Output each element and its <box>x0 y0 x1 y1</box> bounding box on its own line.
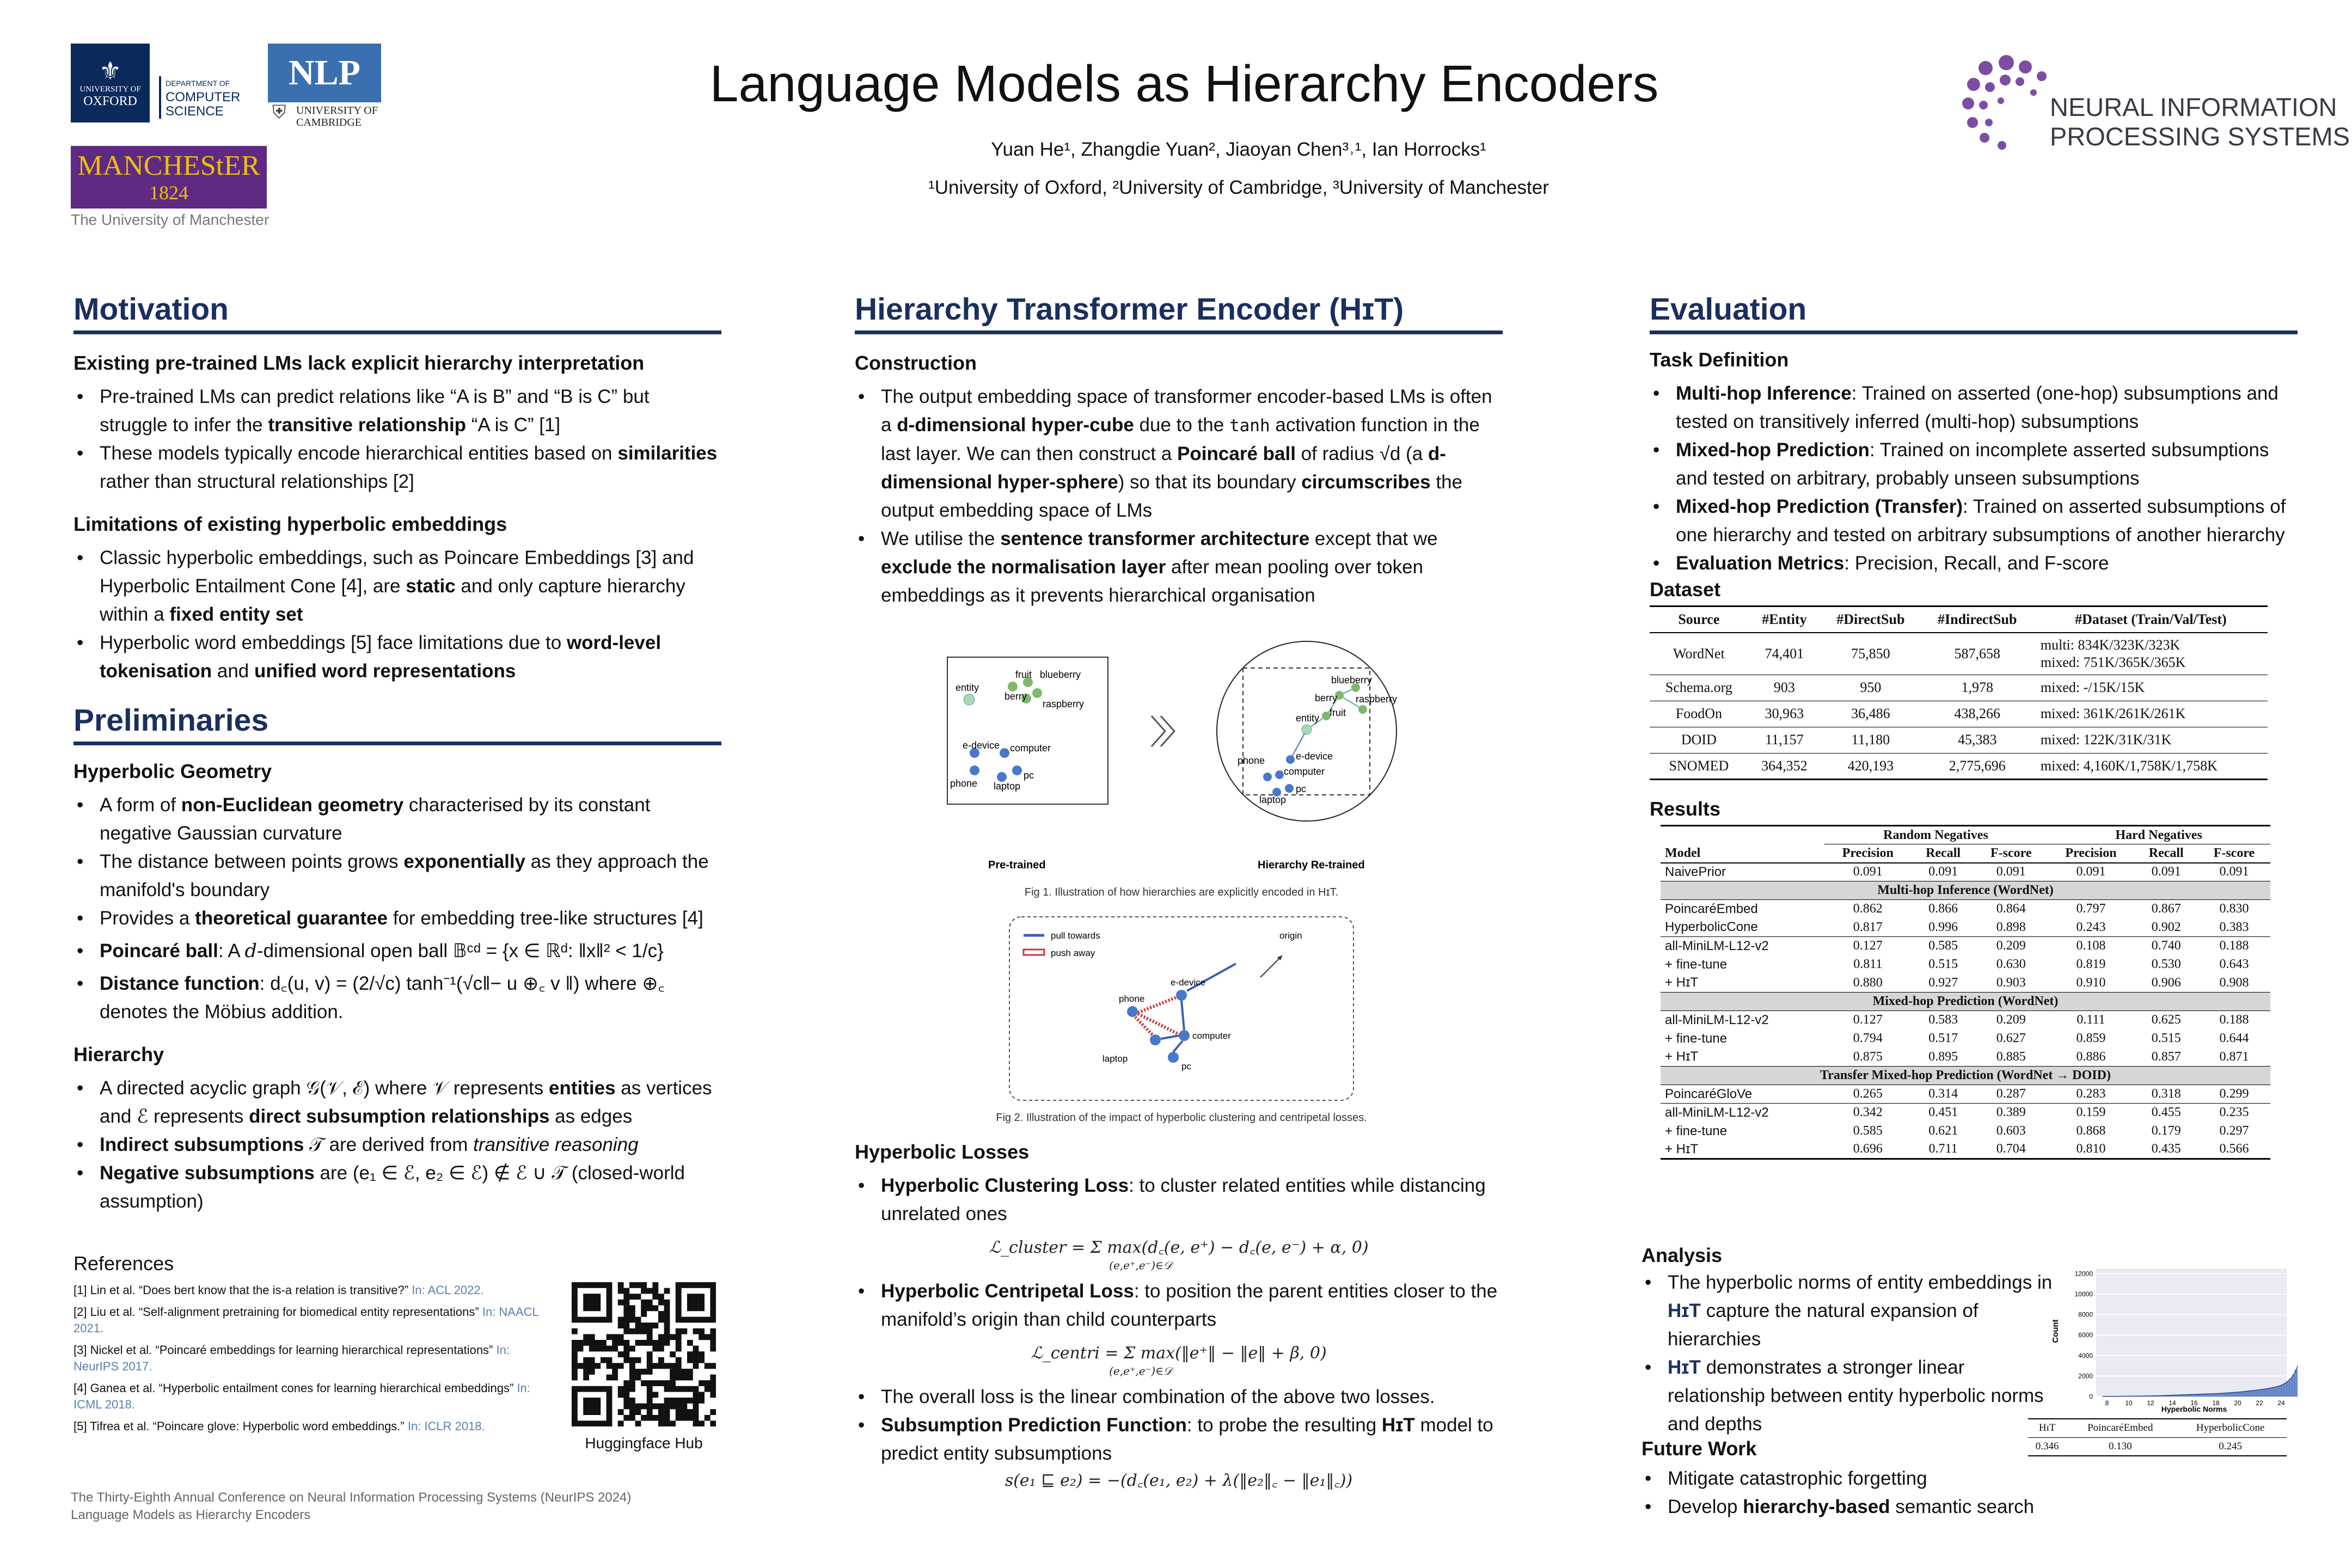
geometry-bullet-2: • The distance between points grows exponentially as they approach the manifold's boundary <box>74 848 721 904</box>
fig1-left-phone-label: phone <box>950 778 978 789</box>
motivation-bullet-3: • Classic hyperbolic embeddings, such as Poincare Embeddings [3] and Hyperbolic Entailment Cone [4], are static and only capture hierarchy within a fixed entity set <box>74 544 721 629</box>
histogram-bar <box>2249 1391 2251 1396</box>
dataset-row: WordNet 74,401 75,850 587,658 multi: 834K/323K/323K mixed: 751K/365K/365K <box>1650 633 2268 675</box>
motivation-bullet-4: • Hyperbolic word embeddings [5] face limitations due to word-level tokenisation and unified word representations <box>74 629 721 685</box>
fig1-left-blueberry-label: blueberry <box>1040 669 1081 680</box>
nlp-logo <box>268 44 381 102</box>
oxford-logo <box>71 44 150 122</box>
push-legend-icon <box>1024 950 1044 955</box>
future-work-subheading: Future Work <box>1641 1437 1757 1460</box>
results-table <box>1661 825 2270 1160</box>
dataset-row: DOID 11,157 11,180 45,383 mixed: 122K/31K/31K <box>1650 727 2268 753</box>
geometry-bullet-5: • Distance function: d꜀(u, v) = (2/√c) tanh⁻¹(√c‖− u ⊕꜀ v ‖) where ⊕꜀ denotes the Möbius addition. <box>74 970 721 1026</box>
construction-subheading: Construction <box>855 352 977 374</box>
evaluation-heading: Evaluation <box>1650 291 2298 334</box>
histogram-x-tick: 22 <box>2256 1399 2263 1407</box>
neurips-logo-line2: PROCESSING SYSTEMS <box>2050 122 2350 151</box>
histogram-bar <box>2259 1389 2262 1396</box>
fig2-pull-label: pull towards <box>1051 930 1100 941</box>
results-column-header: Model Precision Recall F-score Precision Recall F-score <box>1661 844 2270 863</box>
reference-1: [1] Lin et al. “Does bert know that the is-a relation is transitive?” In: ACL 2022. <box>74 1283 484 1297</box>
histogram-bar <box>2246 1391 2249 1396</box>
task-bullet-1: • Multi-hop Inference: Trained on asserted (one-hop) subsumptions and tested on transitively inferred (multi-hop) subsumptions <box>1650 379 2298 436</box>
loss-bullet-2: • Hyperbolic Centripetal Loss: to position the parent entities closer to the manifold’s origin than child counterparts <box>855 1277 1503 1334</box>
results-group-header <box>1661 826 2270 844</box>
geometry-bullet-3: • Provides a theoretical guarantee for embedding tree-like structures [4] <box>74 904 721 933</box>
analysis-subheading: Analysis <box>1641 1244 1723 1266</box>
cambridge-logo-line1: UNIVERSITY OF <box>296 105 378 117</box>
motivation-bullet-1: • Pre-trained LMs can predict relations like “A is B” and “B is C” but struggle to infer the transitive relationship “A is C” [1] <box>74 383 721 439</box>
fig1-left-pc-label: pc <box>1024 770 1034 781</box>
dataset-subheading: Dataset <box>1650 578 1721 601</box>
figure-2-caption: Fig 2. Illustration of the impact of hyperbolic clustering and centripetal losses. <box>996 1112 1367 1124</box>
hierarchy-bullet-3: • Negative subsumptions are (e₁ ∈ ℰ, e₂ ∈ ℰ) ∉ ℰ ∪ 𝒯 (closed-world assumption) <box>74 1159 721 1216</box>
footer-title: Language Models as Hierarchy Encoders <box>71 1508 311 1522</box>
analysis-bullet-2: • HɪT demonstrates a stronger linear relationship between entity hyperbolic norms and depths <box>1641 1353 2061 1438</box>
centripetal-loss-formula: ℒ_centri = Σ max(‖e⁺‖ − ‖e‖ + β, 0) <box>1031 1344 1327 1363</box>
histogram-bar <box>2276 1387 2278 1396</box>
neurips-logo-text <box>2050 93 2350 151</box>
histogram-bar <box>2270 1388 2273 1396</box>
histogram-bar <box>2230 1393 2232 1396</box>
dataset-col-entity: #Entity <box>1762 611 1807 627</box>
cs-logo-line2: COMPUTER <box>166 90 241 105</box>
fig2-computer-label: computer <box>1192 1031 1231 1041</box>
manchester-logo-year: 1824 <box>149 181 188 204</box>
dataset-row: Schema.org 903 950 1,978 mixed: -/15K/15K <box>1650 675 2268 701</box>
histogram-bar <box>2238 1392 2240 1396</box>
fig1-left-entity-label: entity <box>955 682 979 693</box>
hierarchy-bullet-1: • A directed acyclic graph 𝒢(𝒱, ℰ) where 𝒱 represents entities as vertices and ℰ represents direct subsumption relationships as edges <box>74 1074 721 1131</box>
histogram-bar <box>2257 1390 2259 1396</box>
fig1-right-laptop-label: laptop <box>1259 794 1287 805</box>
histogram-x-tick: 10 <box>2125 1399 2133 1407</box>
loss-bullet-3: • The overall loss is the linear combination of the above two losses. <box>855 1383 1503 1411</box>
motivation-subheading-1: Existing pre-trained LMs lack explicit hierarchy interpretation <box>74 352 645 374</box>
hyperbolic-norm-histogram <box>2047 1258 2298 1421</box>
histogram-plot-area <box>2096 1269 2287 1396</box>
oxford-crest-icon: ⚜ <box>99 57 122 85</box>
reference-4: [4] Ganea et al. “Hyperbolic entailment cones for learning hierarchical embeddings” In: ICML 2018. <box>74 1381 530 1411</box>
histogram-y-tick: 8000 <box>2078 1310 2093 1319</box>
histogram-x-tick: 14 <box>2169 1399 2176 1407</box>
manchester-logo <box>71 146 267 209</box>
histogram-bar <box>2254 1391 2257 1396</box>
hard-negatives-header: Hard Negatives <box>2047 826 2270 844</box>
loss-bullet-1: • Hyperbolic Clustering Loss: to cluster related entities while distancing unrelated ones <box>855 1172 1503 1228</box>
results-row: all-MiniLM-L12-v2 0.127 0.583 0.209 0.111 0.625 0.188 <box>1665 1012 2249 1027</box>
histogram-bar <box>2268 1388 2270 1396</box>
nlp-logo-text: NLP <box>289 53 360 93</box>
dataset-col-source: Source <box>1678 611 1720 627</box>
fig2-laptop-label: laptop <box>1102 1054 1128 1064</box>
motivation-heading: Motivation <box>74 291 721 334</box>
histogram-y-tick: 6000 <box>2078 1331 2093 1339</box>
histogram-bar <box>2224 1393 2227 1396</box>
histogram-y-tick: 0 <box>2089 1393 2093 1400</box>
histogram-x-label: Hyperbolic Norms <box>2161 1405 2227 1413</box>
fig1-right-phone-label: phone <box>1238 755 1265 766</box>
cambridge-crest-icon: ⛨ <box>272 102 286 122</box>
motivation-bullet-2: • These models typically encode hierarchical entities based on similarities rather than structural relationships [2] <box>74 439 721 496</box>
results-section-row: Transfer Mixed-hop Prediction (WordNet → DOID) <box>1661 1067 2270 1085</box>
footer <box>71 1489 631 1524</box>
task-bullet-4: • Evaluation Metrics: Precision, Recall, and F-score <box>1650 549 2298 578</box>
fig1-right-raspberry-label: raspberry <box>1356 694 1398 705</box>
fig2-pc-label: pc <box>1181 1061 1191 1071</box>
huggingface-qr-code[interactable] <box>572 1282 716 1426</box>
histogram-y-label: Count <box>2051 1319 2060 1343</box>
reference-2: [2] Liu et al. “Self-alignment pretraining for biomedical entity representations” In: NAACL 2021. <box>74 1305 538 1335</box>
results-row: PoincaréGloVe 0.265 0.314 0.287 0.283 0.318 0.299 <box>1661 1085 2270 1104</box>
histogram-bar <box>2262 1389 2265 1396</box>
preliminaries-section <box>74 749 721 1216</box>
poster-title: Language Models as Hierarchy Encoders <box>709 55 1659 113</box>
fig1-left-fruit-label: fruit <box>1015 669 1032 680</box>
results-row: all-MiniLM-L12-v2 0.127 0.585 0.209 0.108 0.740 0.188 <box>1665 938 2249 953</box>
neurips-logo-mark <box>1952 46 2061 155</box>
fig1-retrained-label: Hierarchy Re-trained <box>1258 859 1365 871</box>
histogram-y-tick: 4000 <box>2078 1351 2093 1359</box>
fig1-arrow-icon <box>1152 716 1174 746</box>
dataset-header-row <box>1650 607 2268 633</box>
histogram-x-tick: 20 <box>2234 1399 2241 1407</box>
losses-subheading: Hyperbolic Losses <box>855 1141 1030 1163</box>
histogram-bar <box>2273 1387 2276 1396</box>
centripetal-loss-formula-sub: (e,e⁺,e⁻)∈𝒟 <box>1109 1364 1172 1377</box>
geometry-bullet-4: • Poincaré ball: A d-dimensional open ball 𝔹ᶜᵈ = {x ∈ ℝᵈ: ‖x‖² < 1/c} <box>74 937 721 965</box>
analysis-section <box>1641 1269 2061 1438</box>
results-row: NaivePrior 0.091 0.091 0.091 0.091 0.091 0.091 <box>1665 864 2249 879</box>
task-bullet-3: • Mixed-hop Prediction (Transfer): Trained on asserted subsumptions of one hierarchy and tested on arbitrary subsumptions of another hierarchy <box>1650 493 2298 549</box>
future-work-section <box>1641 1465 2289 1521</box>
results-row: + HɪT 0.880 0.927 0.903 0.910 0.906 0.908 <box>1665 975 2249 990</box>
histogram-bar <box>2232 1392 2235 1396</box>
results-subheading: Results <box>1650 798 1721 820</box>
fig2-phone-label: phone <box>1119 994 1145 1004</box>
results-row: HyperbolicCone 0.817 0.996 0.898 0.243 0.902 0.383 <box>1661 918 2270 937</box>
reference-5: [5] Tifrea et al. “Poincare glove: Hyperbolic word embeddings.” In: ICLR 2018. <box>74 1419 485 1433</box>
manchester-caption: The University of Manchester <box>71 211 270 228</box>
figure-1-caption: Fig 1. Illustration of how hierarchies are explicitly encoded in HɪT. <box>1024 886 1339 898</box>
hierarchy-bullet-2: • Indirect subsumptions 𝒯 are derived from transitive reasoning <box>74 1131 721 1159</box>
results-row: + fine-tune 0.585 0.621 0.603 0.868 0.179 0.297 <box>1665 1123 2249 1138</box>
histogram-bar <box>2251 1391 2254 1396</box>
fig1-left-raspberry-label: raspberry <box>1043 699 1085 709</box>
construction-bullet-1: • The output embedding space of transformer encoder-based LMs is often a d-dimensional hyper-cube due to the tanh activation function in the last layer. We can then construct a Poincaré ball of radius √d (a d-dimensional hyper-sphere) so that its boundary circumscribes the output embedding space of LMs <box>855 383 1503 525</box>
histogram-bar <box>2278 1386 2281 1396</box>
cambridge-logo <box>272 102 378 128</box>
fig1-right-entity-label: entity <box>1296 713 1320 724</box>
future-bullet-1: • Mitigate catastrophic forgetting <box>1641 1465 2289 1493</box>
motivation-subheading-2: Limitations of existing hyperbolic embeddings <box>74 513 507 535</box>
fig1-pretrained-label: Pre-trained <box>988 859 1046 871</box>
results-row: all-MiniLM-L12-v2 0.342 0.451 0.389 0.159 0.455 0.235 <box>1665 1105 2249 1120</box>
histogram-bar <box>2287 1381 2289 1396</box>
dataset-row: FoodOn 30,963 36,486 438,266 mixed: 361K/261K/261K <box>1650 701 2268 727</box>
motivation-section <box>74 340 721 685</box>
losses-section <box>855 1132 1503 1492</box>
qr-caption: Huggingface Hub <box>585 1435 703 1451</box>
footer-conference: The Thirty-Eighth Annual Conference on Neural Information Processing Systems (NeurIPS 2024) <box>71 1490 632 1505</box>
fig1-right-berry-label: berry <box>1315 693 1338 703</box>
references-list <box>74 1282 542 1435</box>
fig1-right-edevice-label: e-device <box>1296 751 1333 762</box>
histogram-y-tick: 12000 <box>2074 1270 2093 1278</box>
fig1-right-blueberry-label: blueberry <box>1331 675 1373 685</box>
figure-1 <box>936 634 1426 882</box>
histogram-bar <box>2227 1393 2230 1396</box>
histogram-bar <box>2243 1392 2246 1396</box>
histogram-bar <box>2240 1392 2243 1396</box>
reference-3: [3] Nickel et al. “Poincaré embeddings for learning hierarchical representations” In: NeurIPS 2017. <box>74 1343 510 1373</box>
affiliations: ¹University of Oxford, ²University of Cambridge, ³University of Manchester <box>928 177 1549 198</box>
fig1-left-laptop-label: laptop <box>994 781 1021 792</box>
construction-bullet-2: • We utilise the sentence transformer architecture except that we exclude the normalisation layer after mean pooling over token embeddings as it prevents hierarchical organisation <box>855 525 1503 610</box>
task-section <box>1650 340 2298 578</box>
fig1-left-berry-label: berry <box>1004 691 1027 702</box>
neurips-logo-line1: NEURAL INFORMATION <box>2050 93 2337 121</box>
cs-logo <box>159 76 240 119</box>
correlation-values-row: 0.346 0.130 0.245 <box>2035 1440 2243 1452</box>
histogram-bar <box>2221 1393 2224 1396</box>
results-row: + HɪT 0.875 0.895 0.885 0.886 0.857 0.871 <box>1665 1049 2249 1064</box>
results-row: + fine-tune 0.794 0.517 0.627 0.859 0.515 0.644 <box>1665 1031 2249 1046</box>
results-row: + fine-tune 0.811 0.515 0.630 0.819 0.530 0.643 <box>1665 957 2249 972</box>
results-section-row: Mixed-hop Prediction (WordNet) <box>1661 993 2270 1011</box>
fig1-left-computer-label: computer <box>1010 743 1051 754</box>
histogram-y-tick: 2000 <box>2078 1372 2093 1380</box>
histogram-x-tick: 12 <box>2147 1399 2154 1407</box>
fig1-right-fruit-label: fruit <box>1330 707 1346 718</box>
correlation-header-row: HɪT PoincaréEmbed HyperbolicCone <box>2028 1419 2287 1437</box>
references-heading: References <box>74 1252 174 1275</box>
correlation-table <box>2028 1418 2287 1456</box>
fig1-left-edevice-label: e-device <box>963 740 1000 751</box>
histogram-bar <box>2284 1383 2287 1396</box>
future-bullet-2: • Develop hierarchy-based semantic search <box>1641 1493 2289 1521</box>
histogram-bar <box>2292 1375 2295 1396</box>
preliminaries-heading: Preliminaries <box>74 702 721 745</box>
results-row: + HɪT 0.696 0.711 0.704 0.810 0.435 0.566 <box>1665 1141 2249 1156</box>
task-bullet-2: • Mixed-hop Prediction: Trained on incomplete asserted subsumptions and tested on arbitrary, probably unseen subsumptions <box>1650 436 2298 493</box>
histogram-bar <box>2235 1392 2238 1396</box>
loss-bullet-4: • Subsumption Prediction Function: to probe the resulting HɪT model to predict entity subsumptions <box>855 1411 1503 1468</box>
manchester-logo-name: MANCHEStER <box>77 150 260 181</box>
results-row: PoincaréEmbed 0.862 0.866 0.864 0.797 0.867 0.830 <box>1665 901 2249 916</box>
subsumption-formula: s(e₁ ⊑ e₂) = −(d꜀(e₁, e₂) + λ(‖e₂‖꜀ − ‖e₁‖꜀)) <box>1004 1471 1353 1490</box>
authors: Yuan He¹, Zhangdie Yuan², Jiaoyan Chen³˒¹, Ian Horrocks¹ <box>991 139 1486 160</box>
results-section-row: Multi-hop Inference (WordNet) <box>1661 881 2270 900</box>
fig1-right-pc-label: pc <box>1296 783 1307 794</box>
oxford-logo-line1: UNIVERSITY OF <box>79 84 141 94</box>
task-definition-subheading: Task Definition <box>1650 348 1789 371</box>
fig2-edevice-label: e-device <box>1171 977 1206 988</box>
histogram-bar <box>2295 1370 2298 1396</box>
cs-logo-line3: SCIENCE <box>166 104 224 119</box>
histogram-x-tick: 8 <box>2105 1399 2109 1407</box>
cambridge-logo-line2: CAMBRIDGE <box>296 117 362 128</box>
oxford-logo-line2: OXFORD <box>83 94 137 108</box>
figure-2 <box>1007 915 1356 1102</box>
cs-logo-line1: DEPARTMENT OF <box>166 79 230 88</box>
dataset-row: SNOMED 364,352 420,193 2,775,696 mixed: 4,160K/1,758K/1,758K <box>1669 757 2218 774</box>
hyperbolic-geometry-subheading: Hyperbolic Geometry <box>74 760 272 782</box>
histogram-bar <box>2219 1393 2221 1396</box>
histogram-bar <box>2281 1385 2284 1396</box>
dataset-col-split: #Dataset (Train/Val/Test) <box>2075 611 2227 627</box>
fig2-origin-label: origin <box>1279 930 1302 941</box>
construction-section <box>855 340 1503 610</box>
dataset-col-directsub: #DirectSub <box>1836 611 1905 627</box>
histogram-x-tick: 18 <box>2212 1399 2220 1407</box>
histogram-y-tick: 10000 <box>2074 1290 2093 1298</box>
dataset-table <box>1650 605 2268 780</box>
histogram-x-tick: 24 <box>2277 1399 2285 1407</box>
analysis-bullet-1: • The hyperbolic norms of entity embeddings in HɪT capture the natural expansion of hierarchies <box>1641 1269 2061 1353</box>
clustering-loss-formula: ℒ_cluster = Σ max(d꜀(e, e⁺) − d꜀(e, e⁻) + α, 0) <box>989 1238 1369 1257</box>
dataset-col-indirectsub: #IndirectSub <box>1937 611 2017 627</box>
histogram-bar <box>2289 1379 2292 1396</box>
clustering-loss-formula-sub: (e,e⁺,e⁻)∈𝒟 <box>1109 1259 1172 1272</box>
histogram-bar <box>2265 1389 2268 1396</box>
fig1-right-computer-label: computer <box>1284 766 1325 777</box>
random-negatives-header: Random Negatives <box>1824 826 2048 844</box>
hierarchy-subheading: Hierarchy <box>74 1043 164 1065</box>
histogram-x-tick: 16 <box>2190 1399 2198 1407</box>
fig2-push-label: push away <box>1051 948 1095 958</box>
hit-heading: Hierarchy Transformer Encoder (HɪT) <box>855 291 1503 334</box>
geometry-bullet-1: • A form of non-Euclidean geometry characterised by its constant negative Gaussian curvature <box>74 791 721 848</box>
